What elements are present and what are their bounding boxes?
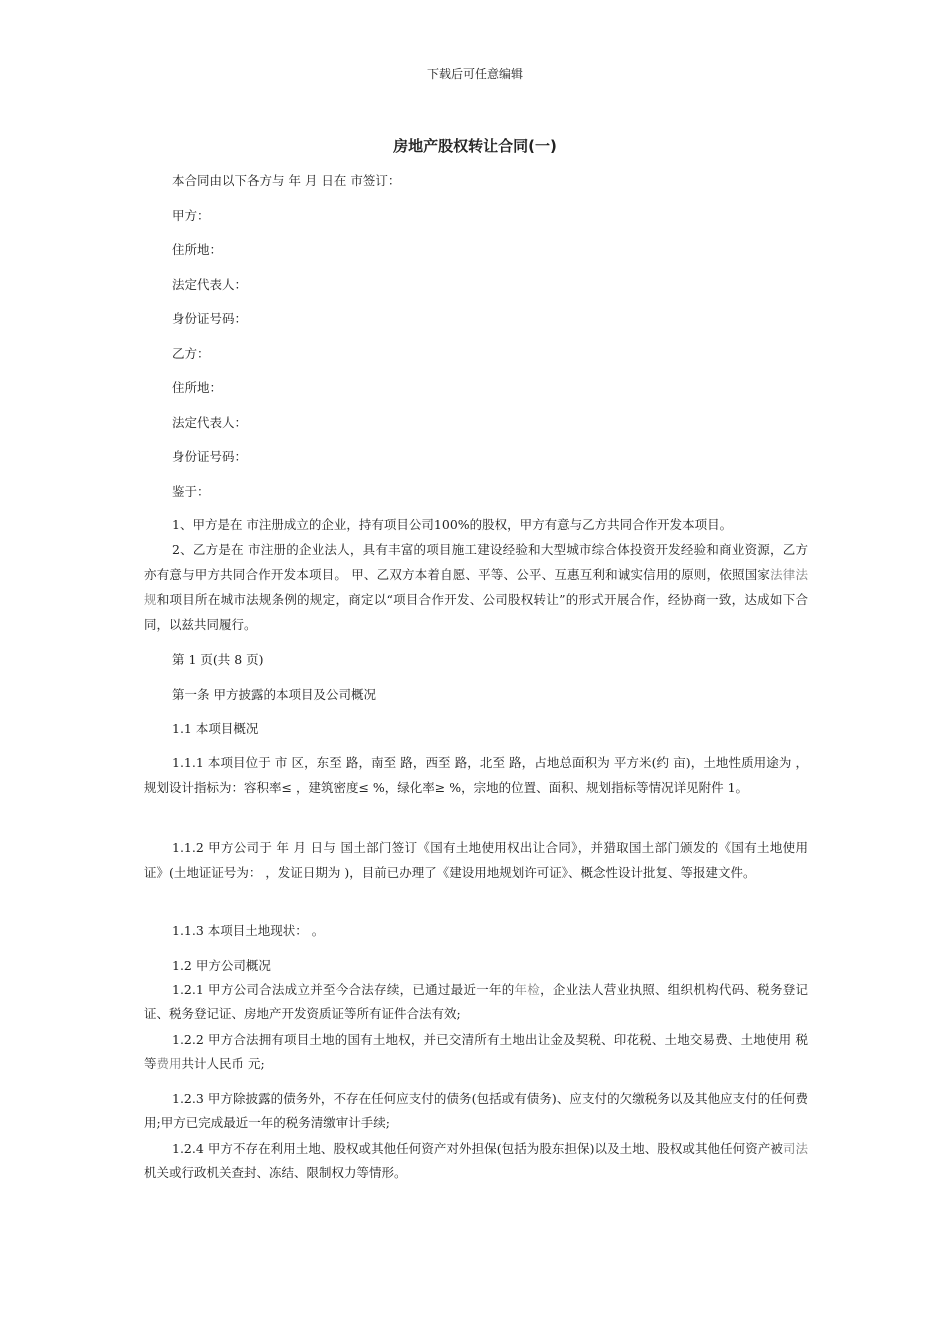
clause-1-2-3: 1.2.3 甲方除披露的债务外，不存在任何应支付的债务(包括或有债务)、应支付的欠缴税务以及其他应支付的任何费用;甲方已完成最近一年的税务清缴审计手续; bbox=[144, 1091, 808, 1130]
clause-1-1-3: 1.1.3 本项目土地现状： 。 bbox=[172, 923, 325, 938]
section-1-1-title: 1.1 本项目概况 bbox=[172, 721, 259, 736]
party-b-representative: 法定代表人： bbox=[172, 415, 248, 430]
recital-2-link-laws[interactable]: 法律法规 bbox=[144, 567, 808, 607]
clause-1-2-4 bbox=[144, 1137, 808, 1185]
whereas-label: 鉴于： bbox=[172, 484, 210, 499]
clause-1-2-4-link-judicial[interactable]: 司法 bbox=[782, 1141, 808, 1156]
clause-1-2-1-text-a: 1.2.1 甲方公司合法成立并至今合法存续，已通过最近一年的 bbox=[172, 982, 515, 997]
recital-2 bbox=[144, 537, 808, 637]
recital-2-text-a: 2、乙方是在 市注册的企业法人，具有丰富的项目施工建设经验和大型城市综合体投资开发经验和商业资源，乙方亦有意与甲方共同合作开发本项目。 甲、乙双方本着自愿、平等、公平、互惠互利和诚实信用的原则，依照国家 bbox=[144, 542, 808, 582]
clause-1-2-2-text-b: 共计人民币 元; bbox=[181, 1056, 265, 1071]
party-a-representative: 法定代表人： bbox=[172, 277, 248, 292]
clause-1-1-2: 1.1.2 甲方公司于 年 月 日与 国土部门签订《国有土地使用权出让合同》，并猎取国土部门颁发的《国有土地使用证》(土地证证号为： ，发证日期为 )，目前已办理了《建设用地规划许可证》、概念性设计批复、等报建文件。 bbox=[144, 840, 808, 880]
clause-1-1-1: 1.1.1 本项目位于 市 区，东至 路，南至 路，西至 路，北至 路，占地总面积为 平方米(约 亩)，土地性质用途为 ，规划设计指标为：容积率≤ ，建筑密度≤ %，绿化率≥ %，宗地的位置、面积、规划指标等情况详见附件 1。 bbox=[144, 755, 808, 795]
party-b-id-number: 身份证号码： bbox=[172, 449, 248, 464]
clause-1-2-2-link-fees[interactable]: 费用 bbox=[156, 1056, 182, 1071]
party-a-label: 甲方： bbox=[172, 208, 210, 223]
recital-1: 1、甲方是在 市注册成立的企业，持有项目公司100%的股权，甲方有意与乙方共同合作开发本项目。 bbox=[172, 517, 733, 532]
party-a-address: 住所地： bbox=[172, 242, 223, 257]
recital-2-text-b: 和项目所在城市法规条例的规定，商定以“项目合作开发、公司股权转让”的形式开展合作，经协商一致，达成如下合同，以兹共同履行。 bbox=[144, 592, 808, 632]
section-1-2-title: 1.2 甲方公司概况 bbox=[172, 958, 271, 973]
article-1-title: 第一条 甲方披露的本项目及公司概况 bbox=[172, 687, 376, 702]
opening-line: 本合同由以下各方与 年 月 日在 市签订： bbox=[172, 173, 401, 188]
download-note: 下载后可任意编辑 bbox=[426, 67, 523, 81]
clause-1-2-2-text-a: 1.2.2 甲方合法拥有项目土地的国有土地权，并已交清所有土地出让金及契税、印花税、土地交易费、土地使用 税等 bbox=[144, 1032, 808, 1071]
clause-1-2-1-text-b: ，企业法人营业执照、组织机构代码、税务登记证、税务登记证、房地产开发资质证等所有证件合法有效; bbox=[144, 982, 808, 1021]
clause-1-2-2 bbox=[144, 1028, 808, 1076]
clause-1-2-4-text-a: 1.2.4 甲方不存在利用土地、股权或其他任何资产对外担保(包括为股东担保)以及土地、股权或其他任何资产被 bbox=[172, 1141, 783, 1156]
clause-1-2-4-text-b: 机关或行政机关查封、冻结、限制权力等情形。 bbox=[144, 1165, 407, 1180]
clause-1-2-1 bbox=[144, 978, 808, 1026]
clause-1-2-1-link-inspection[interactable]: 年检 bbox=[514, 982, 541, 997]
party-a-id-number: 身份证号码： bbox=[172, 311, 248, 326]
party-b-address: 住所地： bbox=[172, 380, 223, 395]
page-number: 第 1 页(共 8 页) bbox=[172, 652, 264, 667]
party-b-label: 乙方： bbox=[172, 346, 210, 361]
document-title: 房地产股权转让合同(一) bbox=[393, 137, 557, 155]
